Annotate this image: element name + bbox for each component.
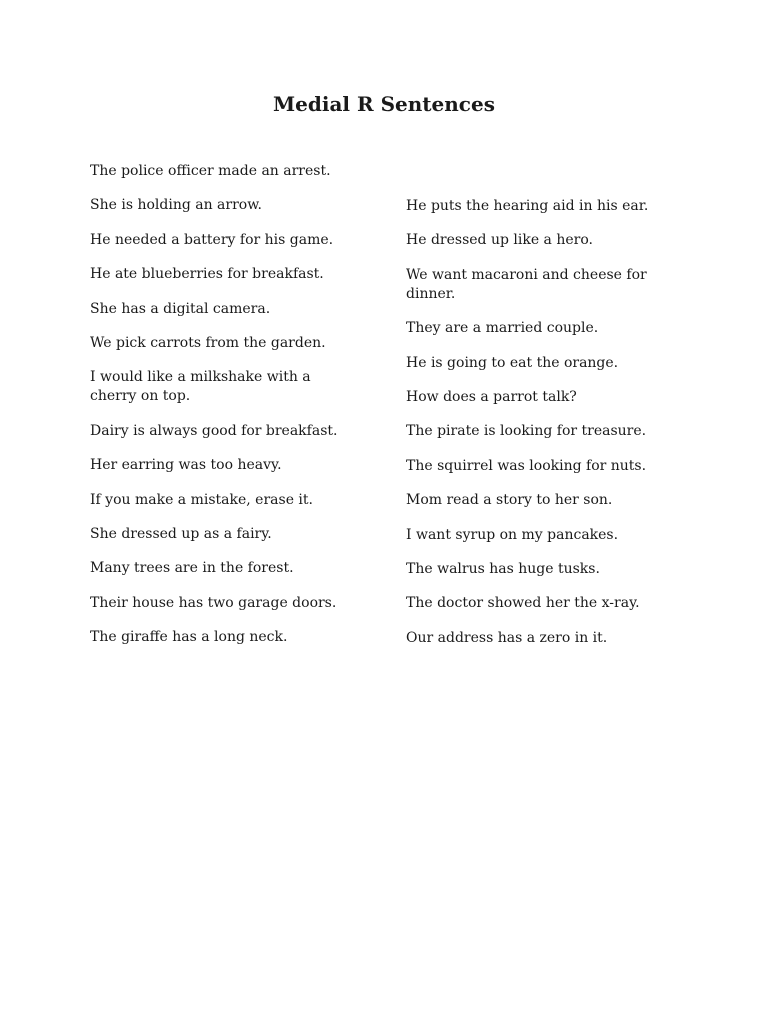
sentence-item: She is holding an arrow. bbox=[90, 197, 262, 214]
sentence-item: Our address has a zero in it. bbox=[406, 629, 608, 646]
sentence-item: He dressed up like a hero. bbox=[406, 232, 593, 249]
sentence-item: Dairy is always good for breakfast. bbox=[90, 422, 338, 439]
sentence-item: Their house has two garage doors. bbox=[90, 594, 337, 611]
sentence-item: The pirate is looking for treasure. bbox=[406, 423, 647, 440]
sentence-item: Many trees are in the forest. bbox=[90, 560, 294, 577]
sentence-item: She has a digital camera. bbox=[90, 300, 271, 317]
sentence-item: The doctor showed her the x-ray. bbox=[406, 595, 640, 612]
sentence-item: I would like a milkshake with a cherry on top. bbox=[90, 369, 311, 405]
sentence-item: We want macaroni and cheese for dinner. bbox=[406, 266, 647, 302]
sentence-item: She dressed up as a fairy. bbox=[90, 525, 272, 542]
sentence-item: They are a married couple. bbox=[406, 320, 599, 337]
sentence-item: How does a parrot talk? bbox=[406, 388, 577, 405]
sentence-item: He is going to eat the orange. bbox=[406, 354, 619, 371]
sentence-item: The police officer made an arrest. bbox=[90, 163, 331, 179]
sentence-item: I want syrup on my pancakes. bbox=[406, 526, 619, 543]
sentence-item: The giraffe has a long neck. bbox=[90, 629, 288, 646]
sentence-item: We pick carrots from the garden. bbox=[90, 334, 326, 351]
sentence-item: Her earring was too heavy. bbox=[90, 457, 282, 474]
sentence-item: The squirrel was looking for nuts. bbox=[406, 457, 647, 474]
sentence-item: He needed a battery for his game. bbox=[90, 231, 334, 248]
sentence-list-right bbox=[406, 197, 656, 663]
sentence-list-left bbox=[90, 162, 360, 662]
sentence-item: He ate blueberries for breakfast. bbox=[90, 266, 324, 283]
sentence-item: Mom read a story to her son. bbox=[406, 492, 613, 509]
sentence-item: If you make a mistake, erase it. bbox=[90, 491, 313, 508]
sentence-item: The walrus has huge tusks. bbox=[406, 560, 600, 577]
sentence-item: He puts the hearing aid in his ear. bbox=[406, 198, 649, 214]
page-title: Medial R Sentences bbox=[273, 92, 495, 116]
